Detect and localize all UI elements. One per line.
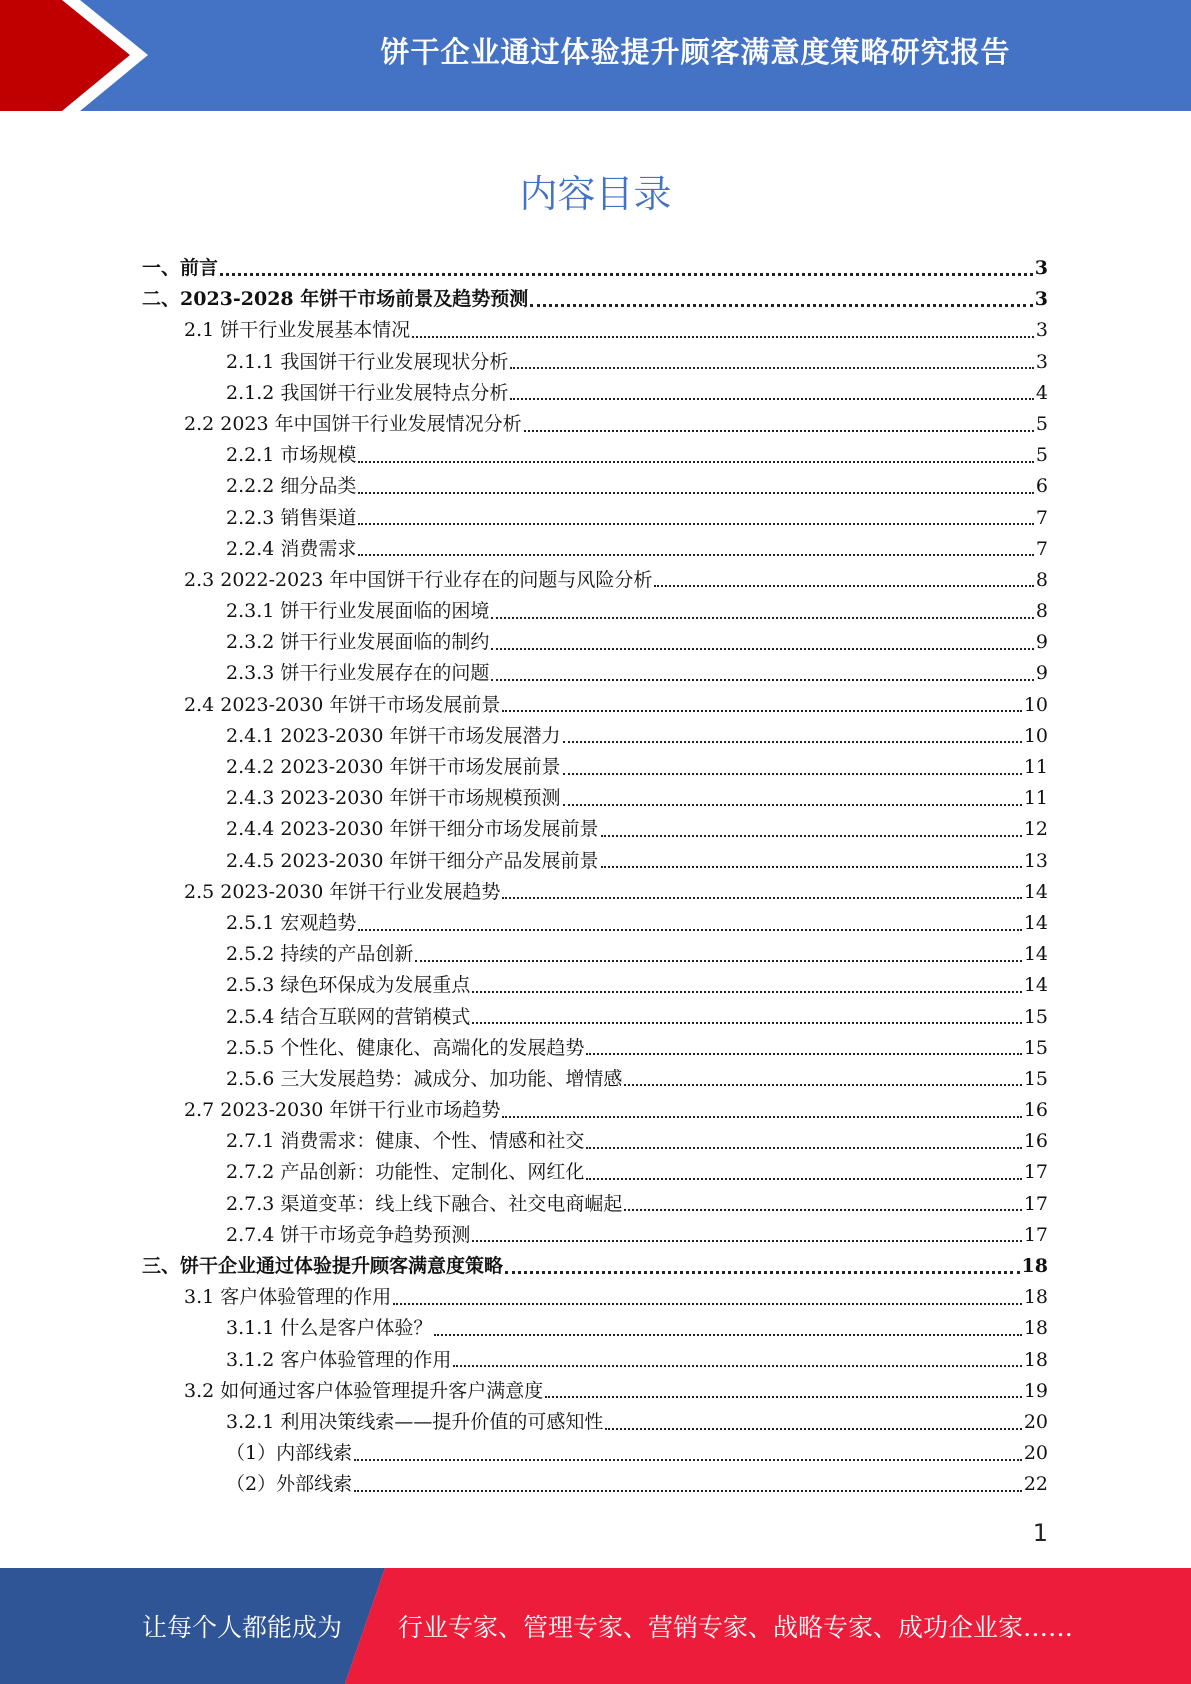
toc-entry-page: 18 xyxy=(1023,1317,1048,1340)
toc-entry[interactable] xyxy=(142,1033,1048,1064)
toc-entry-label: 2.4.2 2023-2030 年饼干市场发展前景 xyxy=(226,756,561,778)
toc-entry-label: 2.4.5 2023-2030 年饼干细分产品发展前景 xyxy=(226,849,599,872)
toc-entry-page: 18 xyxy=(1023,1286,1048,1309)
toc-dot-leader xyxy=(491,648,1034,650)
toc-entry[interactable] xyxy=(142,1126,1048,1157)
toc-entry-page: 3 xyxy=(1034,257,1048,279)
footer-slogan-right: 行业专家、管理专家、营销专家、战略专家、成功企业家…… xyxy=(398,1613,1074,1642)
toc-dot-leader xyxy=(586,1147,1021,1149)
toc-dot-leader xyxy=(434,1334,1021,1336)
toc-entry[interactable] xyxy=(142,378,1048,409)
toc-entry-page: 7 xyxy=(1035,537,1048,560)
toc-dot-leader xyxy=(220,273,1033,276)
toc-entry-page: 9 xyxy=(1035,662,1048,685)
report-title: 饼干企业通过体验提升顾客满意度策略研究报告 xyxy=(380,35,1011,69)
toc-dot-leader xyxy=(502,1116,1021,1118)
toc-dot-leader xyxy=(601,866,1022,868)
toc-entry-page: 20 xyxy=(1023,1442,1048,1465)
toc-entry-page: 9 xyxy=(1035,631,1048,654)
toc-entry-label: 2.5.1 宏观趋势 xyxy=(226,911,357,934)
toc-dot-leader xyxy=(358,929,1021,931)
toc-dot-leader xyxy=(358,523,1034,525)
toc-dot-leader xyxy=(586,1053,1021,1055)
toc-entry[interactable] xyxy=(142,1157,1048,1188)
toc-entry[interactable] xyxy=(142,347,1048,378)
toc-entry-label: 2.1 饼干行业发展基本情况 xyxy=(184,319,411,342)
toc-entry-page: 5 xyxy=(1035,444,1048,467)
toc-dot-leader xyxy=(502,710,1021,712)
toc-entry-label: 2.7.1 消费需求：健康、个性、情感和社交 xyxy=(226,1130,585,1153)
toc-entry[interactable] xyxy=(142,534,1048,565)
toc-entry[interactable] xyxy=(142,1438,1048,1469)
toc-dot-leader xyxy=(601,835,1022,837)
toc-dot-leader xyxy=(654,585,1033,587)
toc-dot-leader xyxy=(624,1209,1021,1211)
toc-entry-page: 8 xyxy=(1035,568,1048,591)
toc-entry-page: 13 xyxy=(1023,849,1048,872)
toc-entry-label: 2.5.4 结合互联网的营销模式 xyxy=(226,1005,471,1028)
toc-entry-label: 2.2.1 市场规模 xyxy=(226,444,357,467)
toc-entry-page: 14 xyxy=(1023,974,1048,997)
toc-entry-page: 11 xyxy=(1023,756,1048,778)
toc-entry-label: 2.3.1 饼干行业发展面临的困境 xyxy=(226,600,490,623)
toc-heading: 内容目录 xyxy=(519,172,672,216)
toc-entry-label: 2.5.6 三大发展趋势：减成分、加功能、增情感 xyxy=(226,1067,623,1090)
toc-entry[interactable] xyxy=(142,814,1048,845)
toc-entry-label: 2.4 2023-2030 年饼干市场发展前景 xyxy=(184,693,501,716)
toc-dot-leader xyxy=(510,398,1034,400)
toc-entry-label: 三、饼干企业通过体验提升顾客满意度策略 xyxy=(142,1255,504,1277)
toc-entry-label: 2.5.5 个性化、健康化、高端化的发展趋势 xyxy=(226,1036,585,1059)
toc-dot-leader xyxy=(491,679,1034,681)
toc-entry[interactable] xyxy=(142,1376,1048,1407)
toc-dot-leader xyxy=(472,1022,1021,1024)
toc-entry-page: 3 xyxy=(1034,288,1048,311)
toc-dot-leader xyxy=(563,804,1022,806)
toc-entry-label: 一、前言 xyxy=(142,257,219,279)
toc-entry-page: 8 xyxy=(1035,600,1048,623)
toc-entry-label: 2.2.3 销售渠道 xyxy=(226,506,357,529)
toc-entry-label: 2.5.3 绿色环保成为发展重点 xyxy=(226,974,471,997)
toc-entry-label: 2.3.2 饼干行业发展面临的制约 xyxy=(226,631,490,654)
toc-entry-page: 16 xyxy=(1023,1099,1048,1122)
toc-entry-page: 15 xyxy=(1023,1036,1048,1059)
toc-entry-label: 2.3 2022-2023 年中国饼干行业存在的问题与风险分析 xyxy=(184,568,653,591)
toc-entry-label: （2）外部线索 xyxy=(226,1473,353,1496)
toc-dot-leader xyxy=(453,1365,1021,1367)
toc-entry-page: 3 xyxy=(1035,350,1048,373)
toc-entry-label: 2.5.2 持续的产品创新 xyxy=(226,943,414,966)
toc-entry-label: 3.1.1 什么是客户体验？ xyxy=(226,1317,433,1340)
toc-entry[interactable] xyxy=(142,409,1048,440)
toc-entry-page: 5 xyxy=(1035,412,1048,435)
toc-entry-page: 6 xyxy=(1035,475,1048,498)
toc-entry[interactable] xyxy=(142,1002,1048,1033)
toc-entry-page: 4 xyxy=(1035,381,1048,404)
toc-entry-page: 16 xyxy=(1023,1130,1048,1153)
toc-dot-leader xyxy=(354,1459,1022,1461)
toc-entry[interactable] xyxy=(142,908,1048,939)
toc-dot-leader xyxy=(524,430,1034,432)
toc-entry-label: 2.1.2 我国饼干行业发展特点分析 xyxy=(226,381,509,404)
toc-entry-label: 3.1.2 客户体验管理的作用 xyxy=(226,1348,452,1371)
toc-entry-page: 14 xyxy=(1023,880,1048,903)
toc-entry-page: 12 xyxy=(1023,818,1048,841)
toc-entry-label: 2.4.1 2023-2030 年饼干市场发展潜力 xyxy=(226,724,561,747)
toc-entry[interactable] xyxy=(142,752,1048,783)
toc-entry-label: （1）内部线索 xyxy=(226,1442,353,1465)
toc-dot-leader xyxy=(354,1490,1022,1492)
toc-entry-label: 2.2.2 细分品类 xyxy=(226,475,357,498)
toc-entry-page: 10 xyxy=(1023,724,1048,747)
toc-entry-page: 7 xyxy=(1035,506,1048,529)
toc-entry[interactable] xyxy=(142,690,1048,721)
toc-entry-page: 20 xyxy=(1023,1410,1048,1433)
toc-entry-label: 二、2023-2028 年饼干市场前景及趋势预测 xyxy=(142,288,529,311)
toc-dot-leader xyxy=(358,554,1034,556)
toc-dot-leader xyxy=(510,367,1034,369)
toc-entry-page: 15 xyxy=(1023,1005,1048,1028)
toc-entry-page: 14 xyxy=(1023,911,1048,934)
toc-entry[interactable] xyxy=(142,658,1048,689)
toc-entry-label: 2.4.4 2023-2030 年饼干细分市场发展前景 xyxy=(226,818,599,841)
toc-entry[interactable] xyxy=(142,253,1048,284)
toc-entry[interactable] xyxy=(142,1189,1048,1220)
toc-entry[interactable] xyxy=(142,846,1048,877)
toc-dot-leader xyxy=(563,773,1022,775)
toc-entry[interactable] xyxy=(142,877,1048,908)
header-band xyxy=(0,0,1191,111)
toc-entry-label: 2.2 2023 年中国饼干行业发展情况分析 xyxy=(184,412,522,435)
toc-dot-leader xyxy=(358,461,1034,463)
toc-entry[interactable] xyxy=(142,596,1048,627)
toc-dot-leader xyxy=(530,304,1033,307)
toc-entry[interactable] xyxy=(142,471,1048,502)
toc-dot-leader xyxy=(393,1303,1022,1305)
table-of-contents xyxy=(142,253,1048,1501)
toc-entry-label: 2.2.4 消费需求 xyxy=(226,537,357,560)
toc-entry[interactable] xyxy=(142,503,1048,534)
toc-dot-leader xyxy=(545,1396,1022,1398)
toc-dot-leader xyxy=(491,617,1034,619)
footer-band xyxy=(0,1568,1191,1684)
toc-entry-page: 14 xyxy=(1023,943,1048,966)
toc-entry-page: 17 xyxy=(1023,1223,1048,1246)
toc-entry-label: 2.7 2023-2030 年饼干行业市场趋势 xyxy=(184,1099,501,1122)
header-red-chevron xyxy=(0,0,130,111)
footer-slogan-left: 让每个人都能成为 xyxy=(142,1613,343,1642)
toc-entry-page: 3 xyxy=(1035,319,1048,342)
toc-entry-label: 2.7.3 渠道变革：线上线下融合、社交电商崛起 xyxy=(226,1192,623,1215)
toc-entry-label: 2.7.2 产品创新：功能性、定制化、网红化 xyxy=(226,1161,585,1184)
toc-entry-page: 17 xyxy=(1023,1192,1048,1215)
toc-entry[interactable] xyxy=(142,1469,1048,1500)
toc-dot-leader xyxy=(472,991,1021,993)
toc-entry[interactable] xyxy=(142,939,1048,970)
toc-entry-page: 18 xyxy=(1023,1348,1048,1371)
toc-dot-leader xyxy=(412,336,1034,338)
toc-entry-page: 15 xyxy=(1023,1067,1048,1090)
toc-entry[interactable] xyxy=(142,721,1048,752)
toc-entry[interactable] xyxy=(142,440,1048,471)
toc-entry[interactable] xyxy=(142,1407,1048,1438)
toc-dot-leader xyxy=(586,1178,1021,1180)
toc-entry[interactable] xyxy=(142,627,1048,658)
toc-dot-leader xyxy=(563,741,1022,743)
toc-entry-label: 2.5 2023-2030 年饼干行业发展趋势 xyxy=(184,880,501,903)
toc-entry-page: 17 xyxy=(1023,1161,1048,1184)
toc-entry-page: 11 xyxy=(1023,787,1048,810)
toc-entry[interactable] xyxy=(142,1313,1048,1344)
toc-entry-page: 18 xyxy=(1021,1255,1048,1277)
toc-entry[interactable] xyxy=(142,970,1048,1001)
toc-dot-leader xyxy=(502,897,1021,899)
toc-entry[interactable] xyxy=(142,1220,1048,1251)
toc-entry[interactable] xyxy=(142,315,1048,346)
toc-entry-label: 3.2 如何通过客户体验管理提升客户满意度 xyxy=(184,1379,544,1402)
page-number: 1 xyxy=(1032,1519,1048,1547)
toc-entry[interactable] xyxy=(142,1095,1048,1126)
toc-entry-label: 3.1 客户体验管理的作用 xyxy=(184,1286,392,1309)
toc-entry-label: 3.2.1 利用决策线索——提升价值的可感知性 xyxy=(226,1410,604,1433)
toc-entry-page: 19 xyxy=(1023,1379,1048,1402)
toc-entry-page: 10 xyxy=(1023,693,1048,716)
toc-entry-label: 2.7.4 饼干市场竞争趋势预测 xyxy=(226,1223,471,1246)
toc-entry[interactable] xyxy=(142,1064,1048,1095)
toc-entry[interactable] xyxy=(142,1251,1048,1282)
toc-dot-leader xyxy=(472,1240,1021,1242)
toc-entry-label: 2.4.3 2023-2030 年饼干市场规模预测 xyxy=(226,787,561,810)
toc-entry[interactable] xyxy=(142,783,1048,814)
toc-dot-leader xyxy=(624,1084,1021,1086)
toc-entry[interactable] xyxy=(142,1345,1048,1376)
toc-entry[interactable] xyxy=(142,565,1048,596)
toc-dot-leader xyxy=(415,960,1021,962)
toc-dot-leader xyxy=(358,492,1034,494)
toc-dot-leader xyxy=(605,1428,1021,1430)
toc-entry-label: 2.1.1 我国饼干行业发展现状分析 xyxy=(226,350,509,373)
toc-entry-label: 2.3.3 饼干行业发展存在的问题 xyxy=(226,662,490,685)
toc-entry[interactable] xyxy=(142,284,1048,315)
toc-entry-page: 22 xyxy=(1023,1473,1048,1496)
toc-dot-leader xyxy=(505,1271,1020,1274)
toc-entry[interactable] xyxy=(142,1282,1048,1313)
